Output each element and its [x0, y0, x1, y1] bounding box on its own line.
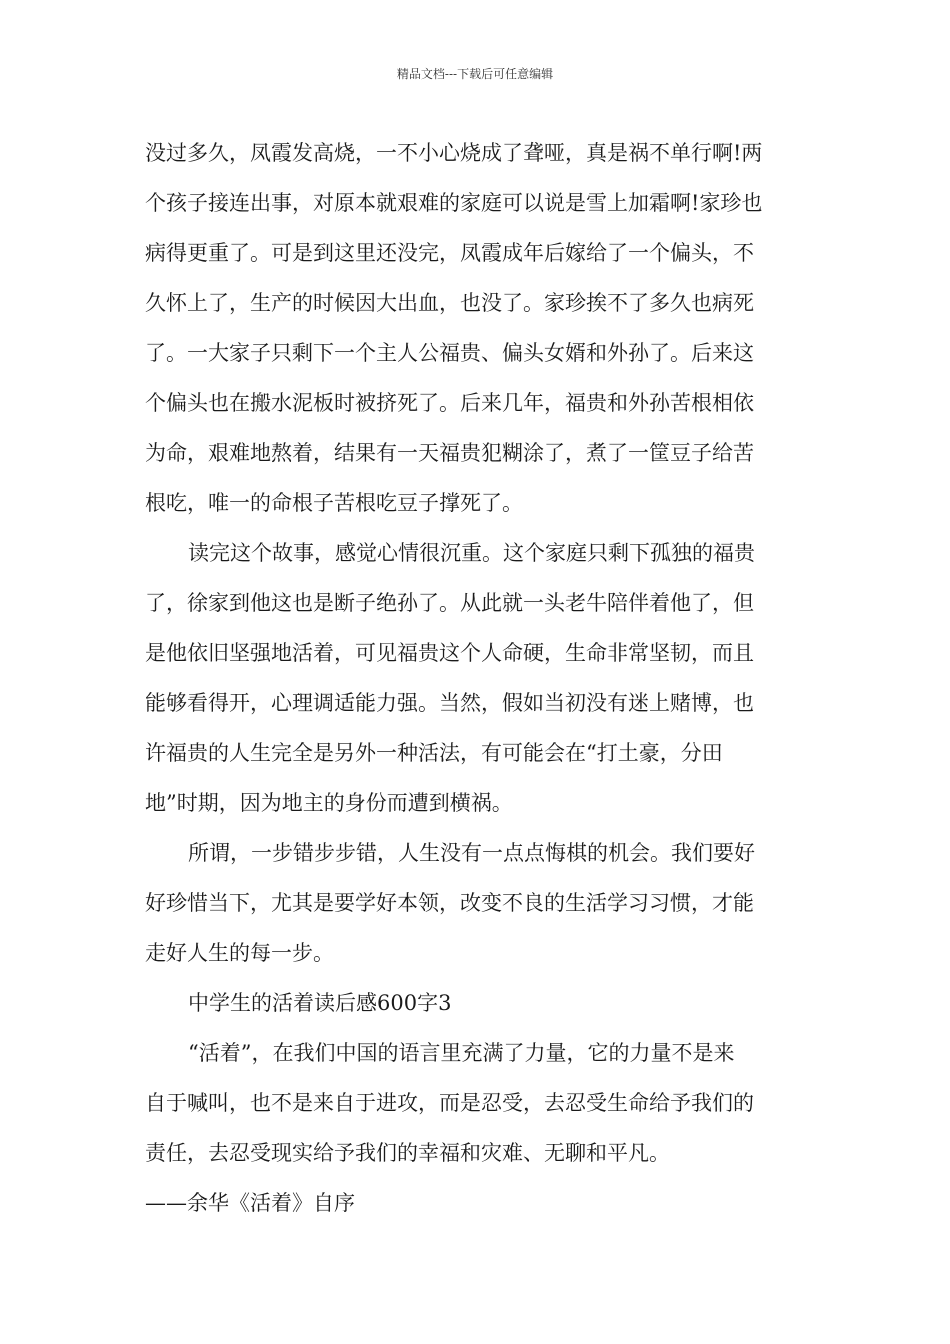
paragraph-line: 所谓，一步错步步错，人生没有一点点悔棋的机会。我们要好 — [188, 841, 755, 865]
paragraph-line: 走好人生的每一步。 — [145, 941, 334, 965]
paragraph-line: 了，徐家到他这也是断子绝孙了。从此就一头老牛陪伴着他了，但 — [145, 591, 754, 615]
quote-line: 自于喊叫，也不是来自于进攻，而是忍受，去忍受生命给予我们的 — [145, 1091, 754, 1115]
paragraph-line: 根吃，唯一的命根子苦根吃豆子撑死了。 — [145, 491, 523, 515]
paragraph-line: 久怀上了，生产的时候因大出血，也没了。家珍挨不了多久也病死 — [145, 291, 754, 315]
quote-line: 责任，去忍受现实给予我们的幸福和灾难、无聊和平凡。 — [145, 1141, 670, 1165]
paragraph-line: 读完这个故事，感觉心情很沉重。这个家庭只剩下孤独的福贵 — [188, 541, 755, 565]
paragraph-1 — [145, 128, 810, 528]
paragraph-line: 个孩子接连出事，对原本就艰难的家庭可以说是雪上加霜啊!家珍也 — [145, 191, 763, 215]
quote-block — [145, 1028, 810, 1228]
paragraph-line: 没过多久，凤霞发高烧，一不小心烧成了聋哑，真是祸不单行啊!两 — [145, 141, 763, 165]
page-header: 精品文档---下载后可任意编辑 — [396, 67, 554, 81]
paragraph-line: 为命，艰难地熬着，结果有一天福贵犯糊涂了，煮了一筐豆子给苦 — [145, 441, 754, 465]
paragraph-line: 地”时期，因为地主的身份而遭到横祸。 — [145, 791, 513, 815]
quote-attribution: ——余华《活着》自序 — [145, 1191, 355, 1215]
paragraph-line: 是他依旧坚强地活着，可见福贵这个人命硬，生命非常坚韧，而且 — [145, 641, 754, 665]
paragraph-2 — [145, 528, 810, 828]
paragraph-line: 病得更重了。可是到这里还没完，凤霞成年后嫁给了一个偏头，不 — [145, 241, 754, 265]
paragraph-3 — [145, 828, 810, 978]
paragraph-line: 能够看得开，心理调适能力强。当然，假如当初没有迷上赌博，也 — [145, 691, 754, 715]
document-body — [145, 128, 810, 1228]
paragraph-line: 许福贵的人生完全是另外一种活法，有可能会在“打土豪，分田 — [145, 741, 723, 765]
paragraph-line: 了。一大家子只剩下一个主人公福贵、偏头女婿和外孙了。后来这 — [145, 341, 754, 365]
quote-line: “活着”，在我们中国的语言里充满了力量，它的力量不是来 — [188, 1041, 735, 1065]
paragraph-line: 好珍惜当下，尤其是要学好本领，改变不良的生活学习习惯，才能 — [145, 891, 754, 915]
section-title: 中学生的活着读后感600字3 — [188, 991, 452, 1015]
paragraph-line: 个偏头也在搬水泥板时被挤死了。后来几年，福贵和外孙苦根相依 — [145, 391, 754, 415]
